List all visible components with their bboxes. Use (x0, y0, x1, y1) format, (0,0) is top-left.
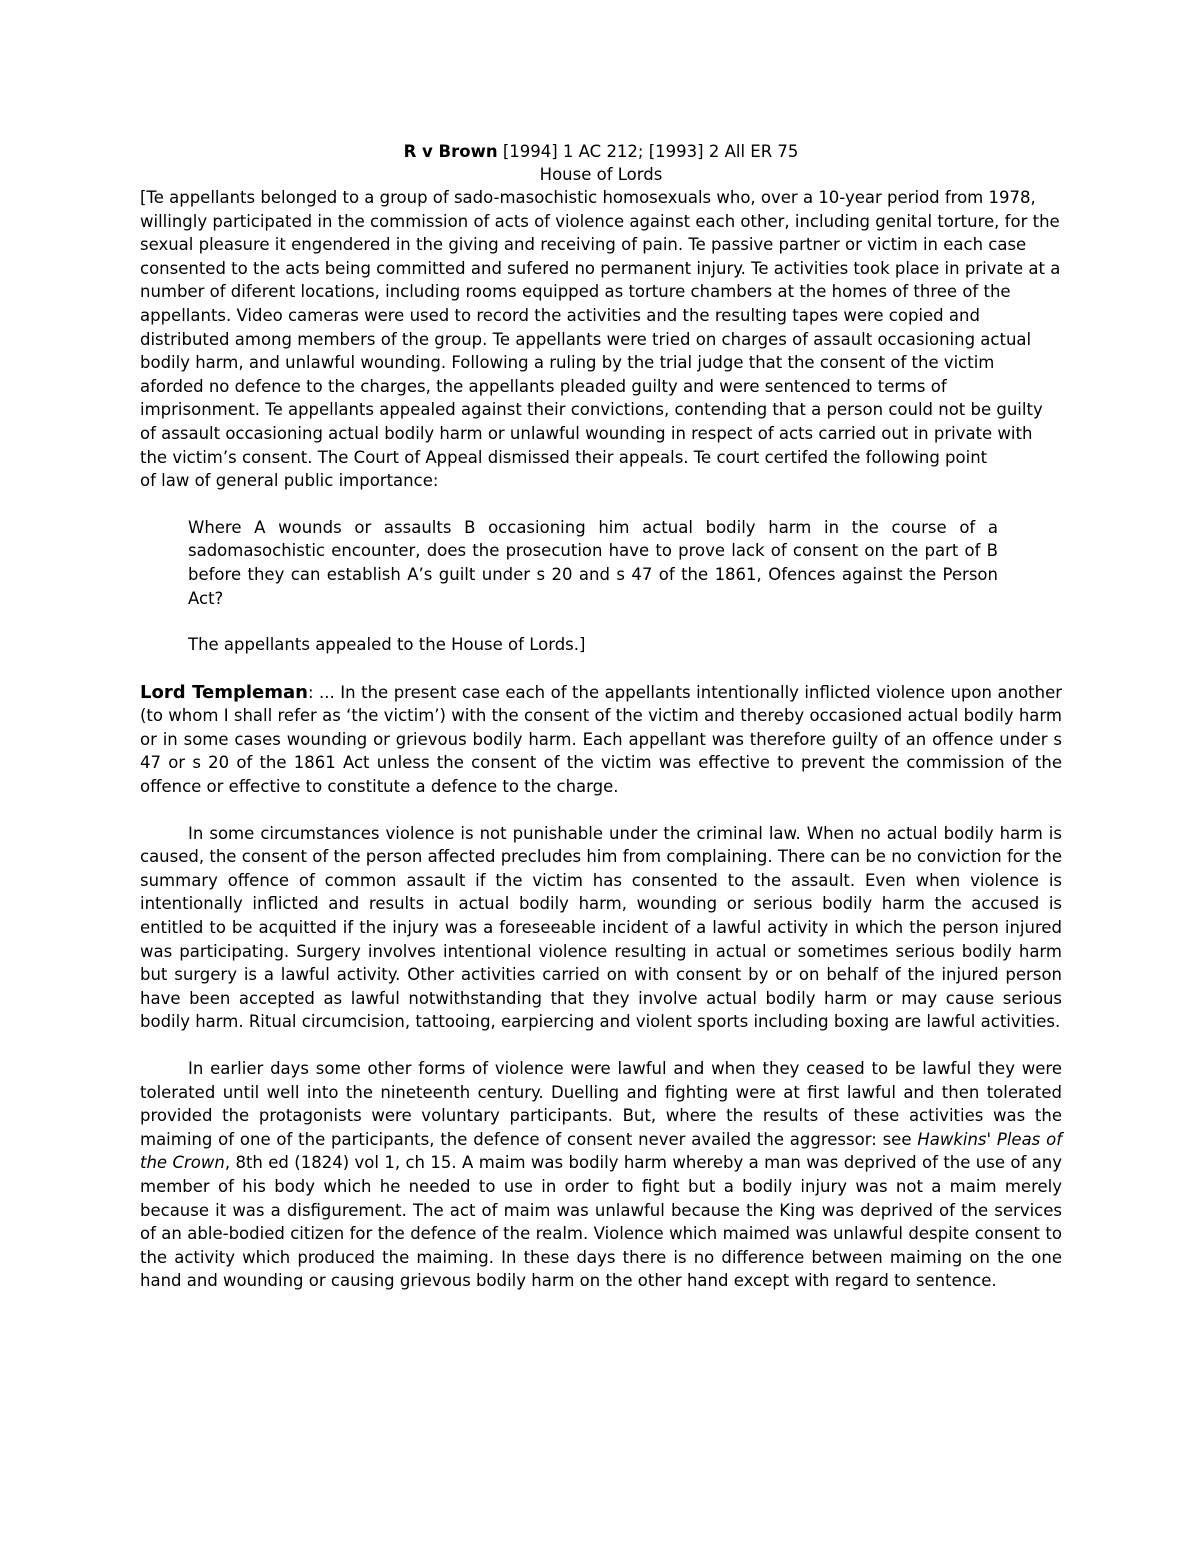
appeal-note: The appellants appealed to the House of Lords.] (188, 635, 586, 655)
judgment-opening (140, 681, 1062, 799)
judge-suffix: : ... (307, 682, 341, 702)
judgment-paragraph-2: In some circumstances violence is not punishable under the criminal law. When no actual bodily harm is caused, the consent of the person affected precludes him from complaining. There can be no conviction for the summary offence of common assault if the victim has consented to the assault. Even when violence is intentionally inflicted and results in actual bodily harm, wounding or serious bodily harm the accused is entitled to be acquitted if the injury was a foreseeable incident of a lawful activity in which the person injured was participating. Surgery involves intentional violence resulting in actual or sometimes serious bodily harm but surgery is a lawful activity. Other activities carried on with consent by or on behalf of the injured person have been accepted as lawful notwithstanding that they involve actual bodily harm or may cause serious bodily harm. Ritual circumcision, tattooing, earpiercing and violent sports including boxing are lawful activities. (140, 823, 1062, 1032)
case-title-line (140, 140, 1062, 163)
court-name: House of Lords (539, 165, 663, 184)
para3-text-before: In earlier days some other forms of violence were lawful and when they ceased to be lawful they were tolerated until well into the nineteenth century. Duelling and fighting were at first lawful and then tolerated provided the protagonists were voluntary participants. But, where the results of these activities was the maiming of one of the participants, the defence of consent never availed the aggressor: see (140, 1059, 1062, 1149)
case-citation: [1994] 1 AC 212; [1993] 2 All ER 75 (497, 142, 799, 161)
certified-question: Where A wounds or assaults B occasioning him actual bodily harm in the course of a sadomasochistic encounter, does the prosecution have to prove lack of consent on the part of B before they can establish A’s guilt under s 20 and s 47 of the 1861, Ofences against the Person Act? (188, 517, 998, 608)
case-facts (140, 186, 1062, 493)
para3-text-after: , 8th ed (1824) vol 1, ch 15. A maim was bodily harm whereby a man was deprived of the use of any member of his body which he needed to use in order to fight but a bodily injury was not a maim merely because it was a disfigurement. The act of maim was unlawful because the King was deprived of the services of an able-bodied citizen for the defence of the realm. Violence which maimed was unlawful despite consent to the activity which produced the maiming. In these days there is no difference between maiming on the one hand and wounding or causing grievous bodily harm on the other hand except with regard to sentence. (140, 1153, 1062, 1291)
facts-text-tail: of law of general public importance: (140, 471, 439, 491)
judgment-paragraph-3 (140, 1057, 1062, 1293)
cited-work-title: Hawkins' Pleas of the Crown (140, 1129, 1062, 1173)
opening-text: In the present case each of the appellants intentionally inflicted violence upon another (to whom I shall refer as ‘the victim’) with the consent of the victim and thereby occasioned actual bodily harm or in some cases wounding or grievous bodily harm. Each appellant was therefore guilty of an offence under s 47 or s 20 of the 1861 Act unless the consent of the victim was effective to prevent the commission of the offence or effective to constitute a defence to the charge. (140, 682, 1062, 797)
case-header (140, 140, 1062, 186)
judge-name: Lord Templeman (140, 681, 308, 703)
facts-text: [Te appellants belonged to a group of sado-masochistic homosexuals who, over a 10-year period from 1978, willingly participated in the commission of acts of violence against each other, including genital torture, for the sexual pleasure it engendered in the giving and receiving of pain. Te passive partner or victim in each case consented to the acts being committed and sufered no permanent injury. Te activities took place in private at a number of diferent locations, including rooms equipped as torture chambers at the homes of three of the appellants. Video cameras were used to record the activities and the resulting tapes were copied and distributed among members of the group. Te appellants were tried on charges of assault occasioning actual bodily harm, and unlawful wounding. Following a ruling by the trial judge that the consent of the victim aforded no defence to the charges, the appellants pleaded guilty and were sentenced to terms of imprisonment. Te appellants appealed against their convictions, contending that a person could not be guilty of assault occasioning actual bodily harm or unlawful wounding in respect of acts carried out in private with the victim’s consent. The Court of Appeal dismissed their appeals. Te court certifed the following point (140, 188, 1061, 467)
case-name: R v Brown (403, 142, 498, 161)
